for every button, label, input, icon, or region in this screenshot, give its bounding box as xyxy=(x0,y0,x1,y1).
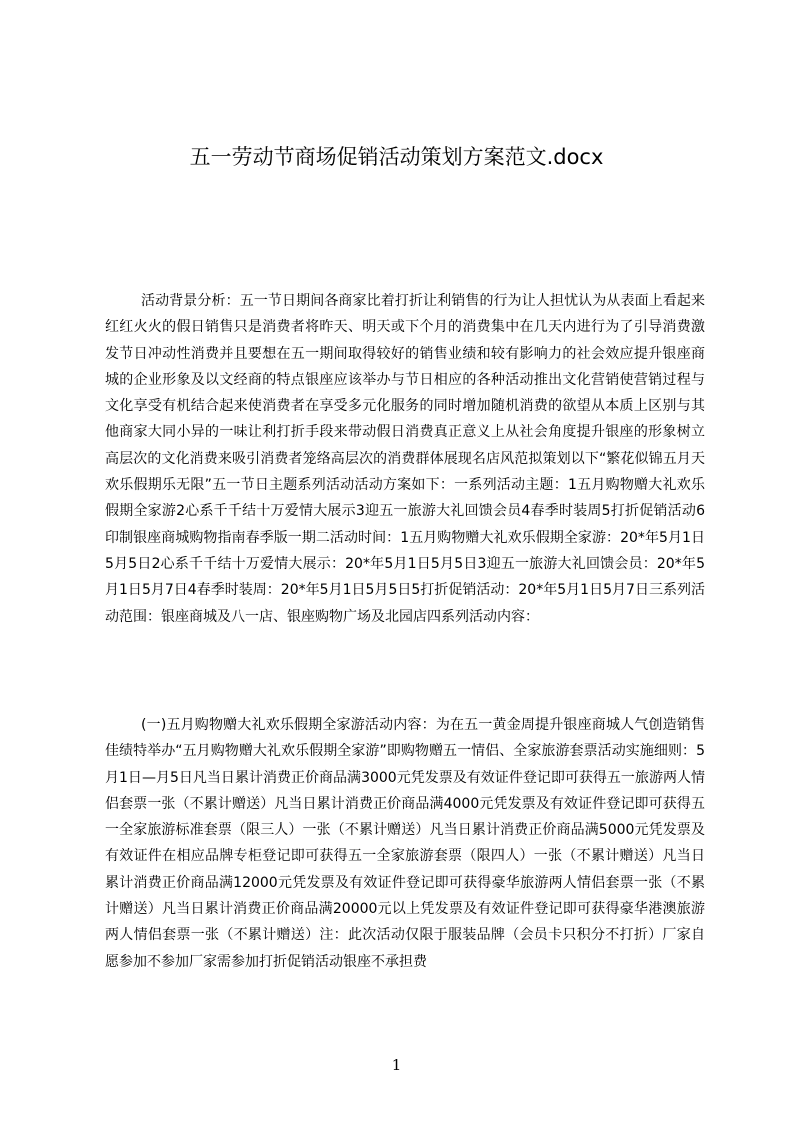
paragraph-background-analysis: 活动背景分析：五一节日期间各商家比着打折让利销售的行为让人担忧认为从表面上看起来红红火火的假日销售只是消费者将昨天、明天或下个月的消费集中在几天内进行为了引导消费激发节日冲动性消费并且要想在五一期间取得较好的销售业绩和较有影响力的社会效应提升银座商城的企业形象及以文经商的特点银座应该举办与节日相应的各种活动推出文化营销使营销过程与文化享受有机结合起来使消费者在享受多元化服务的同时增加随机消费的欲望从本质上区别与其他商家大同小异的一味让利打折手段来带动假日消费真正意义上从社会角度提升银座的形象树立高层次的文化消费来吸引消费者笼络高层次的消费群体展现名店风范拟策划以下“繁花似锦五月天欢乐假期乐无限”五一节日主题系列活动活动方案如下：一系列活动主题：1五月购物赠大礼欢乐假期全家游2心系千千结十万爱情大展示3迎五一旅游大礼回馈会员4春季时装周5打折促销活动6印制银座商城购物指南春季版一期二活动时间：1五月购物赠大礼欢乐假期全家游：20*年5月1日5月5日2心系千千结十万爱情大展示：20*年5月1日5月5日3迎五一旅游大礼回馈会员：20*年5月1日5月7日4春季时装周：20*年5月1日5月5日5打折促销活动：20*年5月1日5月7日三系列活动范围：银座商城及八一店、银座购物广场及北园店四系列活动内容： xyxy=(105,293,705,625)
page-number: 1 xyxy=(391,1056,402,1074)
paragraph-activity-content: (一)五月购物赠大礼欢乐假期全家游活动内容：为在五一黄金周提升银座商城人气创造销售佳绩特举办“五月购物赠大礼欢乐假期全家游”即购物赠五一情侣、全家旅游套票活动实施细则：5月1日—月5日凡当日累计消费正价商品满3000元凭发票及有效证件登记即可获得五一旅游两人情侣套票一张（不累计赠送）凡当日累计消费正价商品满4000元凭发票及有效证件登记即可获得五一全家旅游标准套票（限三人）一张（不累计赠送）凡当日累计消费正价商品满5000元凭发票及有效证件在相应品牌专柜登记即可获得五一全家旅游套票（限四人）一张（不累计赠送）凡当日累计消费正价商品满12000元凭发票及有效证件登记即可获得豪华旅游两人情侣套票一张（不累计赠送）凡当日累计消费正价商品满20000元以上凭发票及有效证件登记即可获得豪华港澳旅游两人情侣套票一张（不累计赠送）注：此次活动仅限于服装品牌（会员卡只积分不打折）厂家自愿参加不参加厂家需参加打折促销活动银座不承担费 xyxy=(105,717,705,970)
document-title: 五一劳动节商场促销活动策划方案范文.docx xyxy=(189,145,604,169)
